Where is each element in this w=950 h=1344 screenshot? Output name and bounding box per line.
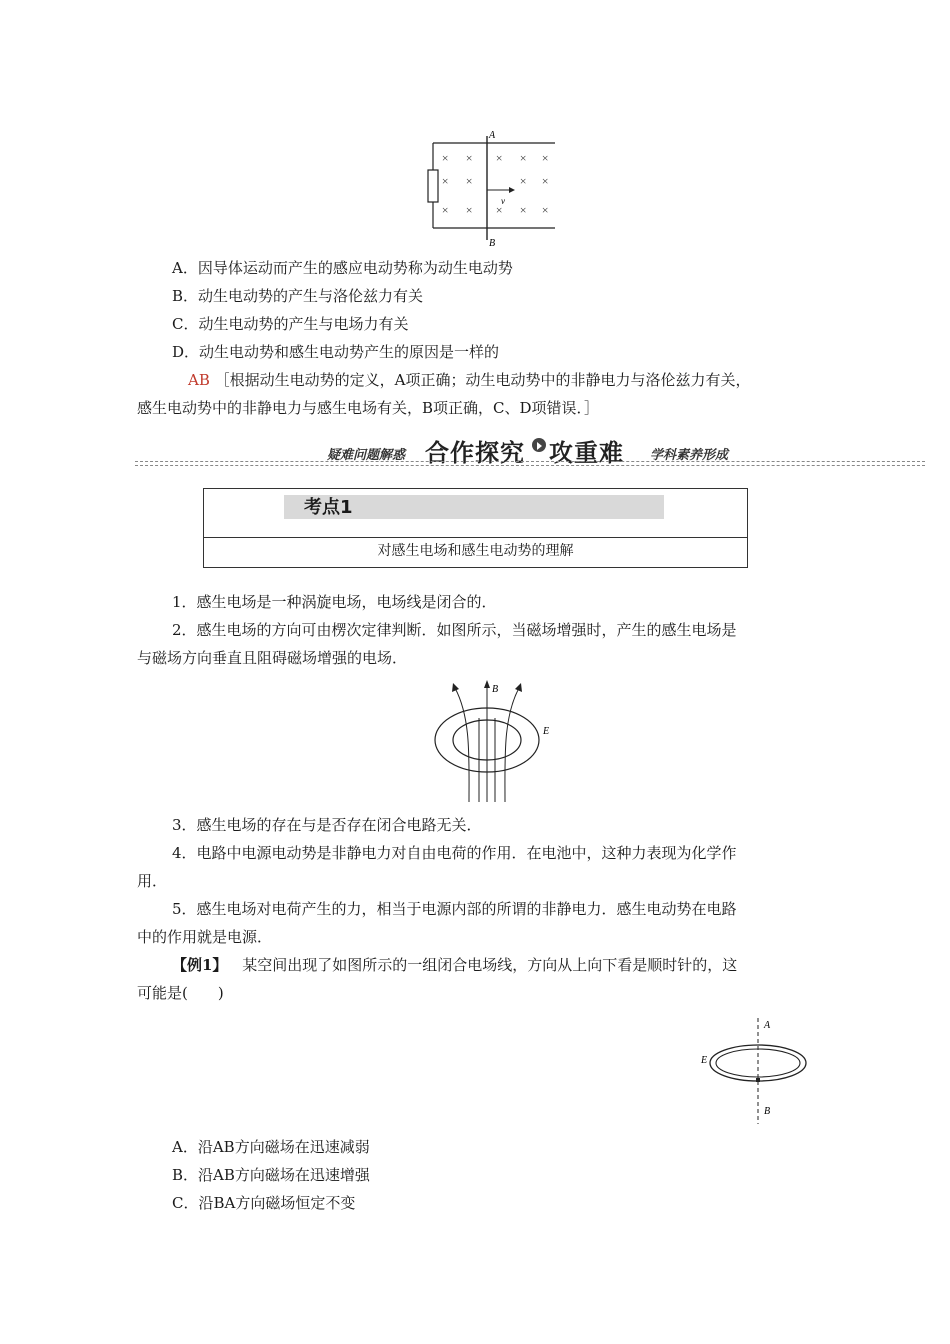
answer-line-1	[188, 370, 750, 390]
field-cross-icon: ×	[541, 151, 550, 165]
example-stem-a	[172, 955, 737, 975]
field-cross-icon: ×	[465, 203, 474, 217]
banner-title-a: 合作探究	[425, 439, 525, 467]
field-cross-icon: ×	[465, 174, 474, 188]
example-stem-text: 某空间出现了如图所示的一组闭合电场线，方向从上向下看是顺时针的，这	[242, 956, 738, 974]
point-4a: 4．电路中电源电动势是非静电力对自由电荷的作用．在电池中，这种力表现为化学作	[172, 844, 737, 862]
option-c: C．动生电动势的产生与电场力有关	[172, 315, 409, 333]
banner-left-text: 疑难问题解惑	[327, 448, 406, 463]
field-cross-icon: ×	[441, 174, 450, 188]
option-a: A．因导体运动而产生的感应电动势称为动生电动势	[172, 259, 513, 277]
label-a: A	[489, 130, 496, 141]
kaodian-label: 考点1	[304, 497, 353, 518]
field-cross-icon: ×	[519, 203, 528, 217]
arrow-circle-icon	[532, 438, 546, 452]
example-stem-b: 可能是( )	[137, 984, 224, 1002]
figure-moving-rod	[425, 128, 565, 248]
kaodian-divider	[204, 537, 747, 538]
field-cross-icon: ×	[465, 151, 474, 165]
point-2b: 与磁场方向垂直且阻碍磁场增强的电场．	[137, 649, 408, 667]
banner-rule-top	[135, 461, 925, 462]
banner-title-b: 攻重难	[549, 439, 624, 467]
field-cross-icon: ×	[519, 174, 528, 188]
label-v: v	[501, 196, 505, 206]
example-option-b: B．沿AB方向磁场在迅速增强	[172, 1166, 370, 1184]
field-cross-icon: ×	[519, 151, 528, 165]
label-e: E	[701, 1055, 708, 1066]
kaodian-box	[203, 488, 748, 568]
kaodian-title: 对感生电场和感生电动势的理解	[377, 543, 574, 559]
field-cross-icon: ×	[441, 151, 450, 165]
label-b: B	[764, 1106, 771, 1117]
field-cross-icon: ×	[541, 203, 550, 217]
answer-key: AB	[188, 371, 210, 389]
label-a: A	[764, 1020, 771, 1031]
label-b: B	[492, 684, 499, 695]
banner-rule-bottom	[135, 465, 925, 466]
point-4b: 用．	[137, 872, 168, 890]
field-cross-icon: ×	[495, 151, 504, 165]
option-b: B．动生电动势的产生与洛伦兹力有关	[172, 287, 424, 305]
field-cross-icon: ×	[541, 174, 550, 188]
example-option-a: A．沿AB方向磁场在迅速减弱	[172, 1138, 370, 1156]
point-5a: 5．感生电场对电荷产生的力，相当于电源内部的所谓的非静电力．感生电动势在电路	[172, 900, 737, 918]
figure-closed-field-lines	[698, 1016, 818, 1126]
example-option-c: C．沿BA方向磁场恒定不变	[172, 1194, 356, 1212]
answer-line-2: 感生电动势中的非静电力与感生电场有关，B项正确，C、D项错误．］	[137, 399, 600, 417]
point-2a: 2．感生电场的方向可由楞次定律判断．如图所示，当磁场增强时，产生的感生电场是	[172, 621, 737, 639]
point-1: 1．感生电场是一种涡旋电场，电场线是闭合的．	[172, 593, 497, 611]
field-cross-icon: ×	[495, 203, 504, 217]
banner-right-text: 学科素养形成	[650, 448, 729, 463]
figure-induced-field	[425, 678, 565, 806]
label-e: E	[543, 726, 550, 737]
answer-explanation-1: ［根据动生电动势的定义，A项正确；动生电动势中的非静电力与洛伦兹力有关，	[214, 371, 751, 389]
point-3: 3．感生电场的存在与是否存在闭合电路无关．	[172, 816, 482, 834]
example-label: 【例1】	[172, 956, 228, 974]
point-5b: 中的作用就是电源．	[137, 928, 273, 946]
field-cross-icon: ×	[441, 203, 450, 217]
section-banner	[135, 432, 925, 468]
option-d: D．动生电动势和感生电动势产生的原因是一样的	[172, 343, 500, 361]
label-b: B	[489, 238, 496, 248]
